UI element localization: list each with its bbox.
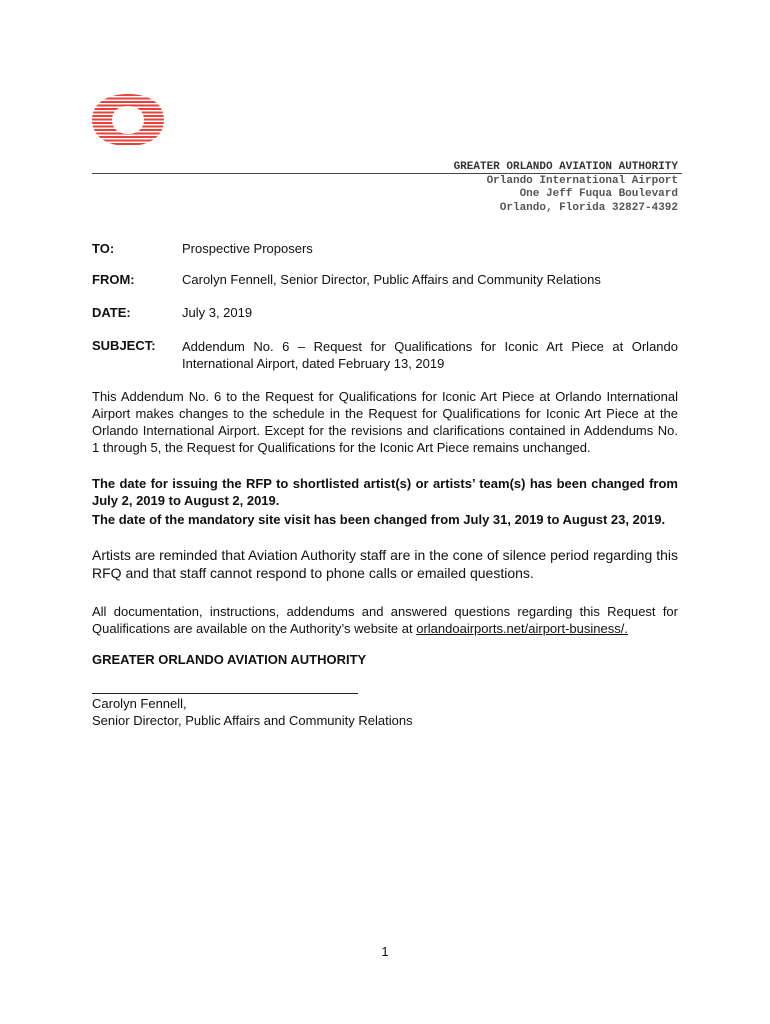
goaa-logo-icon: [92, 94, 164, 146]
signature-name: Carolyn Fennell,: [92, 696, 187, 711]
letterhead-rule: [92, 173, 682, 174]
letterhead-line-1: Orlando International Airport: [486, 174, 678, 187]
date-value: July 3, 2019: [182, 305, 253, 320]
signature-line: [92, 693, 358, 694]
intro-paragraph: This Addendum No. 6 to the Request for Qualifications for Iconic Art Piece at Orlando International Airport makes changes to the schedule in the Request for Qualifications for Iconic Art Piece at the Orlando International Airport. Except for the revisions and clarifications contained in Addendums No. 1 through 5, the Request for Qualifications for the Iconic Art Piece remains unchanged.: [92, 389, 678, 455]
subject-label: SUBJECT:: [92, 338, 156, 353]
letterhead-line-2: One Jeff Fuqua Boulevard: [519, 188, 678, 200]
from-label: FROM:: [92, 272, 135, 287]
rfp-date-change: The date for issuing the RFP to shortlisted artist(s) or artists’ team(s) has been changed from July 2, 2019 to August 2, 2019.: [92, 476, 678, 508]
signature-org: GREATER ORLANDO AVIATION AUTHORITY: [92, 652, 367, 667]
documentation-text: All documentation, instructions, addendums and answered questions regarding this Request for Qualifications are available on the Authority’s website at: [92, 604, 678, 636]
letterhead-org: GREATER ORLANDO AVIATION AUTHORITY: [453, 161, 678, 173]
subject-value: Addendum No. 6 – Request for Qualifications for Iconic Art Piece at Orlando International Airport, dated February 13, 2019: [182, 339, 678, 371]
date-label: DATE:: [92, 305, 131, 320]
letterhead-line-3: Orlando, Florida 32827-4392: [499, 201, 678, 214]
to-label: TO:: [92, 241, 115, 256]
cone-of-silence-reminder: Artists are reminded that Aviation Authority staff are in the cone of silence period regarding this RFQ and that staff cannot respond to phone calls or emailed questions.: [92, 547, 678, 581]
from-value: Carolyn Fennell, Senior Director, Public Affairs and Community Relations: [182, 272, 601, 287]
website-link[interactable]: orlandoairports.net/airport-business/.: [416, 621, 628, 636]
documentation-paragraph: [92, 603, 678, 637]
letterhead: [454, 161, 678, 215]
page-number: 1: [381, 944, 389, 959]
to-value: Prospective Proposers: [182, 241, 313, 256]
site-visit-change: The date of the mandatory site visit has been changed from July 31, 2019 to August 23, 2019.: [92, 512, 666, 527]
signature-title: Senior Director, Public Affairs and Community Relations: [92, 713, 413, 728]
